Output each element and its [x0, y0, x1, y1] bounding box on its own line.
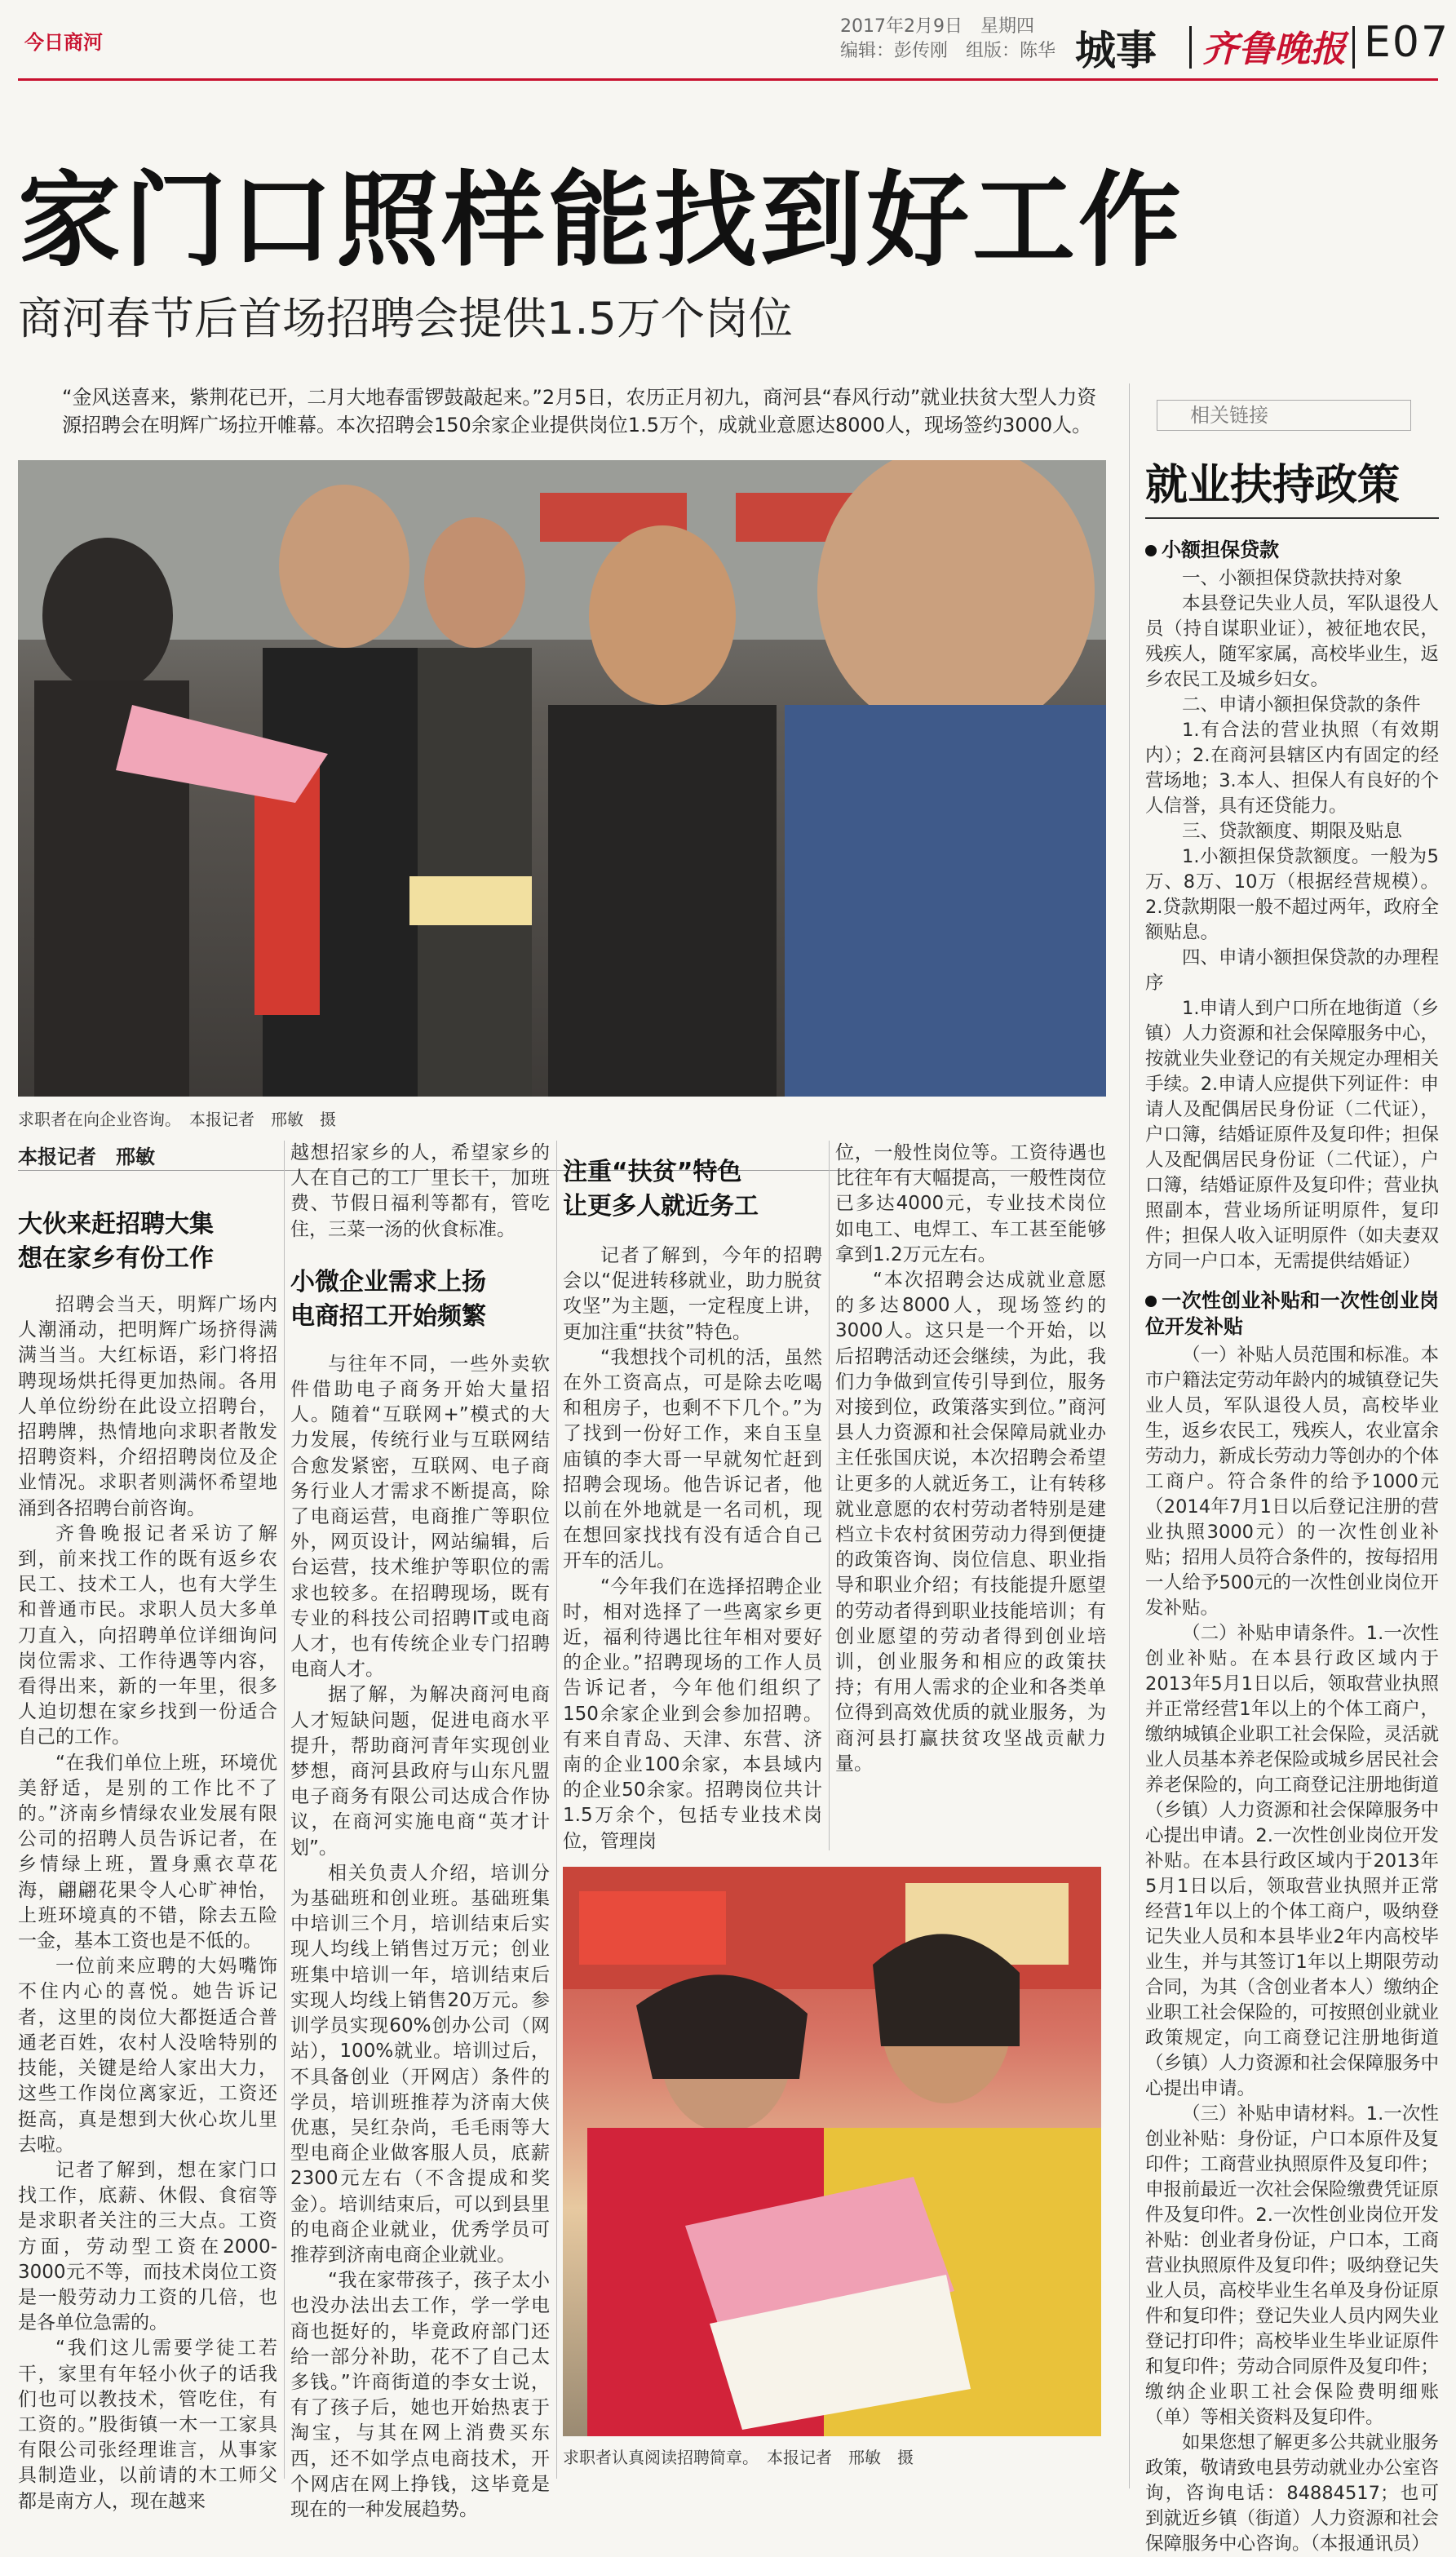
- section-title: 城事: [1075, 27, 1157, 74]
- paragraph: 三、贷款额度、期限及贴息: [1182, 821, 1403, 842]
- newspaper-logo: 齐鲁晚报: [1202, 29, 1346, 70]
- paragraph: 1.小额担保贷款额度。一般为5万、8万、10万（根据经营规模）。2.贷款期限一般不超过两年，政府全额贴息。: [1145, 846, 1439, 943]
- column-rule: [556, 1141, 557, 2479]
- section-heading: 小微企业需求上扬 电商招工开始频繁: [290, 1267, 486, 1331]
- editor-credits: 编辑：彭传刚 组版：陈华: [840, 41, 1056, 61]
- sidebar-section-heading: [1145, 537, 1439, 563]
- sidebar-section-heading: [1145, 1287, 1439, 1340]
- paragraph: 越想招家乡的人，希望家乡的人在自己的工厂里长干，加班费、节假日福利等都有，管吃住，三菜一汤的伙食标准。: [290, 1142, 550, 1240]
- photo-caption: 求职者在向企业咨询。 本报记者 邢敏 摄: [18, 1110, 336, 1129]
- column-4: [835, 1141, 1106, 1777]
- headline: 家门口照样能找到好工作: [18, 161, 1184, 281]
- paragraph: 记者了解到，想在家门口找工作，底薪、休假、食宿等是求职者关注的三大点。工资方面，劳动型工资在2000-3000元不等，而技术岗位工资是一般劳动力工资的几倍，也是各单位急需的。: [18, 2159, 277, 2334]
- paragraph: “今年我们在选择招聘企业时，相对选择了一些离家乡更近，福利待遇比往年相对要好的企业。”招聘现场的工作人员告诉记者，今年他们组织了150余家企业到会参加招聘。有来自青岛、天津、东营、济南的企业100余家，本县域内的企业50余家。招聘岗位共计1.5万余个，包括专业技术岗位，管理岗: [563, 1575, 822, 1852]
- issue-date: 2017年2月9日 星期四: [840, 16, 1034, 37]
- paragraph: 1.有合法的营业执照（有效期内）；2.在商河县辖区内有固定的经营场地；3.本人、担保人有良好的个人信誉，具有还贷能力。: [1145, 720, 1439, 817]
- column-3: [563, 1155, 822, 1855]
- photo-illustration: [563, 1867, 1101, 2436]
- photo-caption: 求职者认真阅读招聘简章。 本报记者 邢敏 摄: [563, 2448, 914, 2467]
- page-number: E07: [1364, 18, 1450, 67]
- header-divider: [1189, 26, 1192, 69]
- paragraph: 四、申请小额担保贷款的办理程序: [1145, 947, 1440, 994]
- column-2: [290, 1141, 550, 2523]
- sidebar-title-rule: [1145, 517, 1439, 519]
- sidebar-section-heading-text: 小额担保贷款: [1162, 538, 1279, 561]
- paragraph: 位，一般性岗位等。工资待遇也比往年有大幅提高，一般性岗位已多达4000元，专业技术岗位如电工、电焊工、车工甚至能够拿到1.2万元左右。: [835, 1142, 1106, 1265]
- photo-job-seekers-reading: [563, 1867, 1101, 2436]
- lead-paragraph: “金风送喜来，紫荆花已开，二月大地春雷锣鼓敲起来。”2月5日，农历正月初九，商河县“春风行动”就业扶贫大型人力资源招聘会在明辉广场拉开帷幕。本次招聘会150余家企业提供岗位1.5万个，成就业意愿达8000人，现场签约3000人。: [62, 386, 1097, 437]
- paragraph: 与往年不同，一些外卖软件借助电子商务开始大量招人。随着“互联网+”模式的大力发展，传统行业与互联网结合愈发紧密，互联网、电子商务行业人才需求不断提高，除了电商运营，电商推广等职位外，网页设计，网站编辑，后台运营，技术维护等职位的需求也较多。在招聘现场，既有专业的科技公司招聘IT或电商人才，也有传统企业专门招聘电商人才。: [290, 1353, 550, 1681]
- photo-illustration: [18, 460, 1106, 1097]
- header-divider: [1352, 26, 1355, 69]
- paragraph: 二、申请小额担保贷款的条件: [1182, 694, 1421, 716]
- column-1: [18, 1208, 277, 2515]
- paragraph: 齐鲁晚报记者采访了解到，前来找工作的既有返乡农民工、技术工人，也有大学生和普通市民。求职人员大多单刀直入，向招聘单位详细询问岗位需求、工作待遇等内容，看得出来，新的一年里，很多人迫切想在家乡找到一份适合自己的工作。: [18, 1522, 277, 1748]
- section-heading: 大伙来赶招聘大集 想在家乡有份工作: [18, 1210, 214, 1273]
- paragraph: （二）补贴申请条件。1.一次性创业补贴。在本县行政区域内于2013年5月1日以后，领取营业执照并正常经营1年以上的个体工商户，缴纳城镇企业职工社会保险，灵活就业人员基本养老保险或城乡居民社会养老保险的，向工商登记注册地街道（乡镇）人力资源和社会保障服务中心提出申请。2.一次性创业岗位开发补贴。在本县行政区域内于2013年5月1日以后，领取营业执照并正常经营1年以上的个体工商户，吸纳登记失业人员和本县毕业2年内高校毕业生，并与其签订1年以上期限劳动合同，为其（含创业者本人）缴纳企业职工社会保险的，可按照创业就业政策规定，向工商登记注册地街道（乡镇）人力资源和社会保障服务中心提出申请。: [1145, 1623, 1440, 2099]
- related-links-tag: 相关链接: [1157, 400, 1411, 431]
- bullet-icon: [1145, 545, 1157, 556]
- subheadline: 商河春节后首场招聘会提供1.5万个岗位: [18, 293, 793, 344]
- sidebar-body: [1145, 532, 1439, 2557]
- paragraph: 如果您想了解更多公共就业服务政策，敬请致电县劳动就业办公室咨询，咨询电话：84884517；也可到就近乡镇（街道）人力资源和社会保障服务中心咨询。（本报通讯员）: [1145, 2432, 1440, 2555]
- paragraph: “本次招聘会达成就业意愿的多达8000人，现场签约的3000人。这只是一个开始，以后招聘活动还会继续，为此，我们力争做到宣传引导到位，服务对接到位，政策落实到位。”商河县人力资源和社会保障局就业办主任张国庆说，本次招聘会希望让更多的人就近务工，让有转移就业意愿的农村劳动者特别是建档立卡农村贫困劳动力得到便捷的政策咨询、岗位信息、职业指导和职业介绍；有技能提升愿望的劳动者得到职业技能培训；有创业愿望的劳动者得到创业培训，创业服务和相应的政策扶持；有用人需求的企业和各类单位得到高效优质的就业服务，为商河县打赢扶贫攻坚战贡献力量。: [835, 1270, 1106, 1775]
- paragraph: 据了解，为解决商河电商人才短缺问题，促进电商水平提升，帮助商河青年实现创业梦想，商河县政府与山东凡盟电子商务有限公司达成合作协议，在商河实施电商“英才计划”。: [290, 1684, 550, 1859]
- paragraph: 一、小额担保贷款扶持对象: [1182, 568, 1403, 589]
- paragraph: 一位前来应聘的大妈嘴饰不住内心的喜悦。她告诉记者，这里的岗位大都挺适合普通老百姓，农村人没啥特别的技能，关键是给人家出大力，这些工作岗位离家近，工资还挺高，真是想到大伙心坎儿里去啦。: [18, 1956, 277, 2156]
- paragraph: 招聘会当天，明辉广场内人潮涌动，把明辉广场挤得满满当当。大红标语，彩门将招聘现场烘托得更加热闹。各用人单位纷纷在此设立招聘台，招聘牌，热情地向求职者散发招聘资料，介绍招聘岗位及企业情况。求职者则满怀希望地涌到各招聘台前咨询。: [18, 1294, 277, 1519]
- section-tag: 今日商河: [24, 31, 103, 54]
- byline: 本报记者 邢敏: [18, 1146, 155, 1168]
- paragraph: （一）补贴人员范围和标准。本市户籍法定劳动年龄内的城镇登记失业人员，军队退役人员，高校毕业生，返乡农民工，残疾人，农业富余劳动力，新成长劳动力等创办的个体工商户。符合条件的给予1000元（2014年7月1日以后登记注册的营业执照3000元）的一次性创业补贴；招用人员符合条件的，按每招用一人给予500元的一次性创业岗位开发补贴。: [1145, 1345, 1440, 1619]
- bullet-icon: [1145, 1296, 1157, 1307]
- sidebar-rule: [1129, 383, 1130, 2488]
- sidebar-title: 就业扶持政策: [1145, 461, 1401, 510]
- paragraph: （三）补贴申请材料。1.一次性创业补贴：身份证，户口本原件及复印件；工商营业执照原件及复印件；申报前最近一次社会保险缴费凭证原件及复印件。2.一次性创业岗位开发补贴：创业者身份证，户口本，工商营业执照原件及复印件；吸纳登记失业人员，高校毕业生名单及身份证原件和复印件；登记失业人员内网失业登记打印件；高校毕业生毕业证原件和复印件；劳动合同原件及复印件；缴纳企业职工社会保险费明细账（单）等相关资料及复印件。: [1145, 2103, 1440, 2428]
- header-rule: [18, 78, 1438, 81]
- column-rule: [284, 1141, 285, 2479]
- paragraph: 记者了解到，今年的招聘会以“促进转移就业，助力脱贫攻坚”为主题，一定程度上讲，更加注重“扶贫”特色。: [563, 1245, 822, 1343]
- photo-job-seekers-consulting: [18, 460, 1106, 1097]
- paragraph: “在我们单位上班，环境优美舒适，是别的工作比不了的。”济南乡情绿农业发展有限公司的招聘人员告诉记者，在乡情绿上班，置身熏衣草花海，翩翩花果令人心旷神怡，上班环境真的不错，除去五险一金，基本工资也是不低的。: [18, 1752, 277, 1952]
- page-meta: [840, 15, 1055, 64]
- paragraph: 相关负责人介绍，培训分为基础班和创业班。基础班集中培训三个月，培训结束后实现人均线上销售过万元；创业班集中培训一年，培训结束后实现人均线上销售20万元。参训学员实现60%创办公司（网站），100%就业。培训过后，不具备创业（开网店）条件的学员，培训班推荐为济南大侠优惠，吴红杂尚，毛毛雨等大型电商企业做客服人员，底薪2300元左右（不含提成和奖金）。培训结束后，可以到县里的电商企业就业，优秀学员可推荐到济南电商企业就业。: [290, 1862, 550, 2266]
- paragraph: “我们这儿需要学徒工若干，家里有年轻小伙子的话我们也可以教技术，管吃住，有工资的。”股街镇一木一工家具有限公司张经理谁言，从事家具制造业，以前请的木工师父都是南方人，现在越来: [18, 2338, 277, 2512]
- paragraph: “我在家带孩子，孩子太小也没办法出去工作，学一学电商也挺好的，毕竟政府部门还给一部分补助，花不了自己太多钱。”许商街道的李女士说，有了孩子后，她也开始热衷于淘宝，与其在网上消费买东西，还不如学点电商技术，开个网店在网上挣钱，这毕竟是现在的一种发展趋势。: [290, 2270, 550, 2520]
- column-rule: [829, 1141, 830, 1850]
- section-heading: 注重“扶贫”特色 让更多人就近务工: [563, 1158, 759, 1221]
- paragraph: 1.申请人到户口所在地街道（乡镇）人力资源和社会保障服务中心，按就业失业登记的有关规定办理相关手续。2.申请人应提供下列证件：申请人及配偶居民身份证（二代证），户口簿，结婚证原件及复印件；担保人及配偶居民身份证（二代证），户口簿，结婚证原件及复印件；营业执照副本，营业场所证明原件，复印件；担保人收入证明原件（如夫妻双方同一户口本，无需提供结婚证）: [1145, 998, 1440, 1272]
- sidebar-section-heading-text: 一次性创业补贴和一次性创业岗位开发补贴: [1145, 1289, 1439, 1338]
- paragraph: “我想找个司机的活，虽然在外工资高点，可是除去吃喝和租房子，也剩不下几个。”为了找到一份好工作，来自玉皇庙镇的李大哥一早就匆忙赶到招聘会现场。他告诉记者，他以前在外地就是一名司机，现在想回家找找有没有适合自己开车的活儿。: [563, 1346, 822, 1572]
- paragraph: 本县登记失业人员，军队退役人员（持自谋职业证），被征地农民，残疾人，随军家属，高校毕业生，返乡农民工及城乡妇女。: [1145, 593, 1440, 690]
